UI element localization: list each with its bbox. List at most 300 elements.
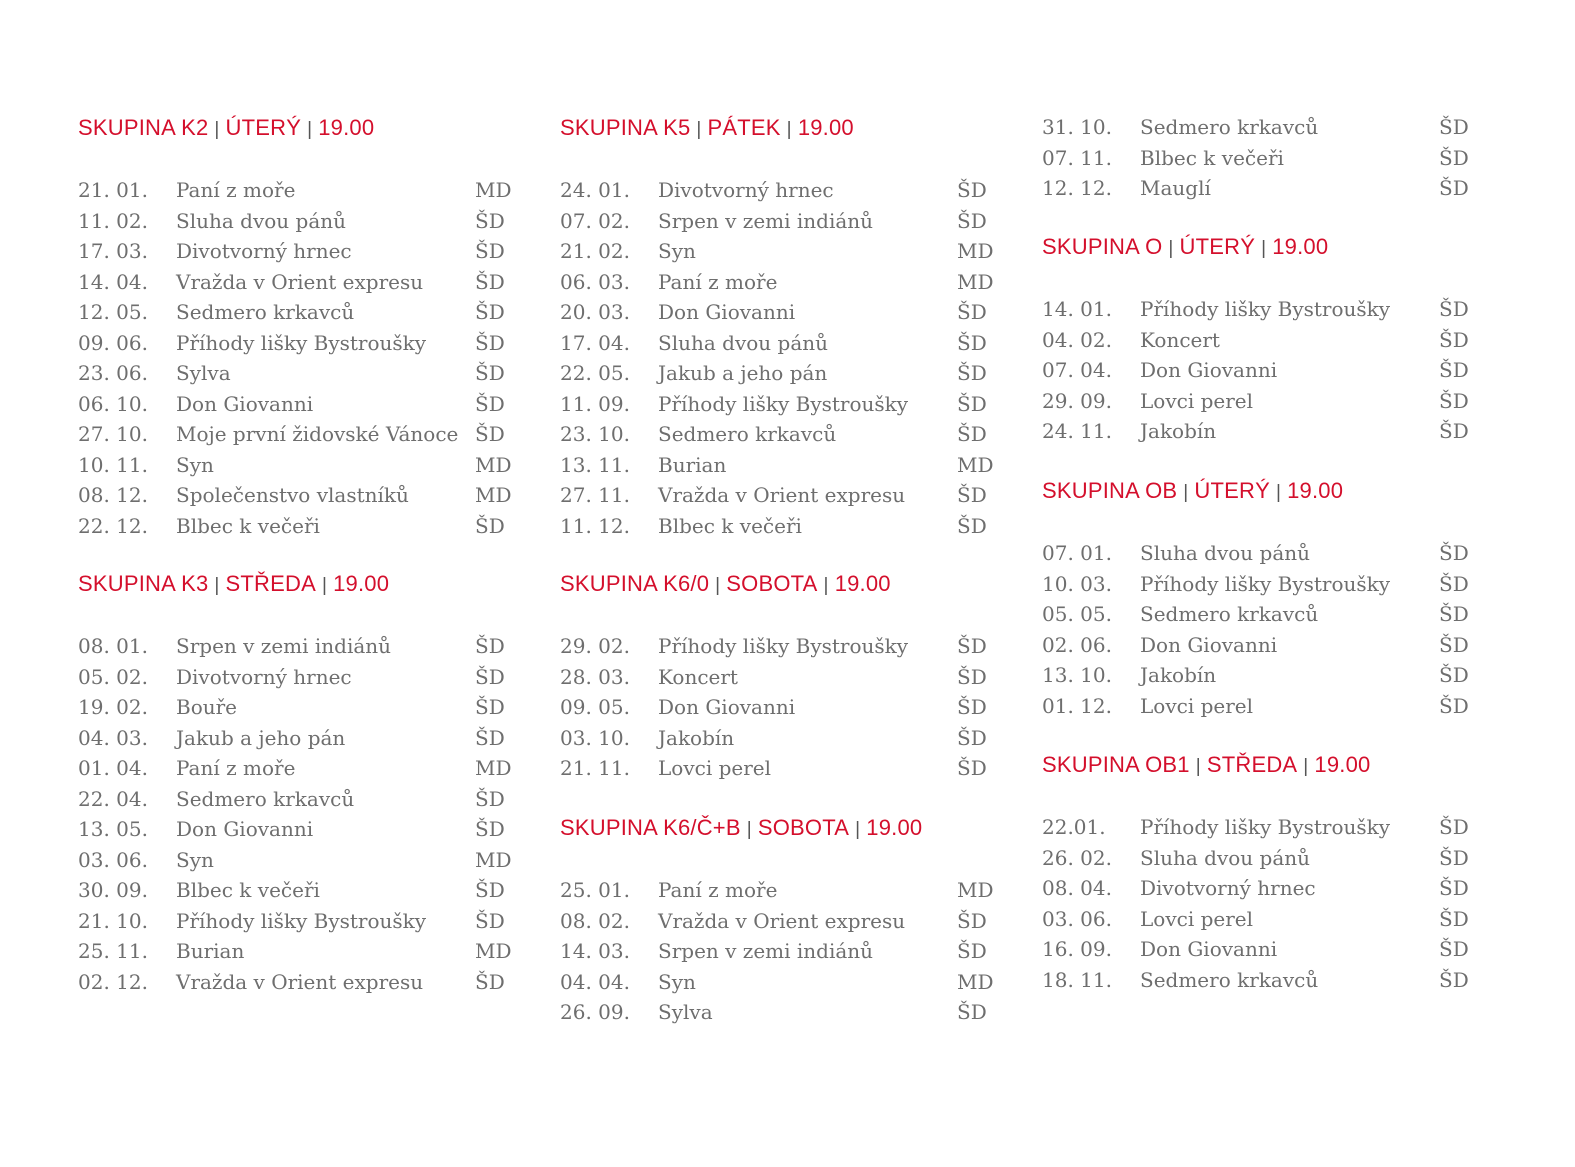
group-name: SKUPINA O (1042, 234, 1163, 259)
performance-date: 29. 09. (1042, 388, 1112, 413)
schedule-row (78, 236, 523, 267)
performance-title: Blbec k večeři (176, 878, 320, 902)
group-time: 19.00 (797, 115, 854, 140)
schedule-row (78, 906, 523, 937)
schedule-row (78, 511, 523, 542)
venue-code: MD (475, 452, 512, 477)
venue-code: MD (957, 969, 994, 994)
schedule-row (560, 297, 1005, 328)
performance-title: Lovci perel (1140, 906, 1254, 931)
performance-title: Lovci perel (1140, 388, 1254, 413)
performance-date: 19. 02. (78, 695, 148, 719)
group-continued (1042, 112, 1487, 204)
schedule-row (560, 662, 1005, 693)
performance-title: Blbec k večeři (176, 513, 320, 538)
performance-date: 17. 03. (78, 239, 148, 263)
venue-code: ŠD (957, 634, 987, 658)
performance-title: Koncert (1140, 327, 1220, 352)
schedule-row (78, 328, 523, 359)
performance-date: 16. 09. (1042, 937, 1112, 961)
venue-code: ŠD (1439, 967, 1469, 992)
venue-code: ŠD (475, 969, 505, 994)
performance-title: Sluha dvou pánů (1140, 845, 1311, 870)
group-heading: SKUPINA K5 | PÁTEK | 19.00 (560, 115, 854, 140)
performance-title: Sluha dvou pánů (176, 208, 347, 233)
schedule-row (560, 358, 1005, 389)
performance-title: Don Giovanni (1140, 937, 1278, 961)
performance-title: Burian (658, 452, 727, 477)
schedule-row (1042, 173, 1487, 204)
performance-date: 04. 02. (1042, 327, 1112, 352)
performance-title: Lovci perel (1140, 693, 1254, 718)
venue-code: ŠD (1439, 845, 1469, 870)
group-heading: SKUPINA OB1 | STŘEDA | 19.00 (1042, 752, 1371, 777)
schedule-row (1042, 873, 1487, 904)
performance-title: Srpen v zemi indiánů (658, 939, 874, 963)
schedule-row (78, 297, 523, 328)
venue-code: ŠD (1439, 906, 1469, 931)
schedule-row (1042, 294, 1487, 325)
venue-code: ŠD (957, 1000, 987, 1024)
schedule-row (560, 450, 1005, 481)
group-name: SKUPINA OB1 (1042, 752, 1190, 777)
performance-date: 22. 04. (78, 786, 148, 811)
group-day: SOBOTA (757, 815, 850, 840)
performance-date: 01. 04. (78, 756, 148, 780)
schedule-row (560, 175, 1005, 206)
schedule-row (560, 267, 1005, 298)
performance-date: 20. 03. (560, 300, 630, 324)
group-name: SKUPINA OB (1042, 478, 1178, 503)
schedule-row (560, 389, 1005, 420)
venue-code: ŠD (1439, 571, 1469, 596)
group-time: 19.00 (866, 815, 923, 840)
venue-code: MD (957, 269, 994, 294)
performance-date: 27. 10. (78, 422, 148, 446)
venue-code: ŠD (957, 422, 987, 446)
performance-date: 25. 01. (560, 878, 630, 902)
schedule-row (78, 175, 523, 206)
performance-date: 11. 09. (560, 391, 630, 416)
performance-title: Paní z moře (658, 269, 778, 294)
venue-code: ŠD (957, 178, 987, 202)
venue-code: ŠD (475, 239, 505, 263)
schedule-row (1042, 325, 1487, 356)
venue-code: ŠD (957, 483, 987, 507)
performance-date: 10. 11. (78, 452, 148, 477)
group-day: ÚTERÝ (1179, 234, 1256, 259)
group-time: 19.00 (333, 571, 390, 596)
schedule-row (78, 845, 523, 876)
performance-title: Don Giovanni (1140, 632, 1278, 657)
performance-title: Jakobín (658, 725, 735, 750)
performance-title: Paní z moře (658, 878, 778, 902)
venue-code: ŠD (475, 269, 505, 294)
group-heading: SKUPINA K6/0 | SOBOTA | 19.00 (560, 571, 891, 596)
performance-title: Bouře (176, 695, 238, 719)
performance-title: Vražda v Orient expresu (658, 483, 906, 507)
schedule-row (78, 206, 523, 237)
venue-code: ŠD (1439, 632, 1469, 657)
venue-code: ŠD (475, 634, 505, 658)
performance-date: 17. 04. (560, 330, 630, 355)
performance-date: 13. 10. (1042, 663, 1112, 687)
schedule-row (1042, 355, 1487, 386)
group-heading: SKUPINA O | ÚTERÝ | 19.00 (1042, 234, 1329, 259)
schedule-row (560, 206, 1005, 237)
group-name: SKUPINA K2 (78, 115, 209, 140)
venue-code: ŠD (957, 725, 987, 750)
venue-code: ŠD (957, 300, 987, 324)
venue-code: ŠD (1439, 937, 1469, 961)
venue-code: ŠD (1439, 663, 1469, 687)
venue-code: ŠD (1439, 541, 1469, 565)
performance-date: 14. 01. (1042, 297, 1112, 321)
venue-code: ŠD (957, 664, 987, 689)
performance-title: Jakub a jeho pán (658, 361, 828, 385)
performance-date: 04. 03. (78, 725, 148, 750)
venue-code: ŠD (475, 361, 505, 385)
venue-code: MD (475, 178, 512, 202)
performance-title: Sylva (176, 361, 231, 385)
performance-title: Don Giovanni (176, 817, 314, 841)
group-day: ÚTERÝ (1194, 478, 1270, 503)
venue-code: ŠD (957, 908, 987, 933)
venue-code: ŠD (1439, 327, 1469, 352)
schedule-row (1042, 143, 1487, 174)
schedule-row (1042, 569, 1487, 600)
performance-date: 22.01. (1042, 815, 1106, 839)
performance-title: Sedmero krkavců (176, 786, 355, 811)
performance-date: 08. 01. (78, 634, 148, 658)
venue-code: MD (957, 452, 994, 477)
schedule-row (1042, 904, 1487, 935)
performance-date: 05. 02. (78, 664, 148, 689)
group-time: 19.00 (318, 115, 375, 140)
schedule-row (78, 723, 523, 754)
performance-date: 18. 11. (1042, 967, 1112, 992)
performance-date: 12. 05. (78, 300, 148, 324)
performance-title: Příhody lišky Bystroušky (658, 391, 909, 416)
performance-date: 07. 02. (560, 208, 630, 233)
group-name: SKUPINA K3 (78, 571, 209, 596)
venue-code: ŠD (957, 330, 987, 355)
schedule-list (560, 631, 1005, 784)
schedule-row (78, 389, 523, 420)
venue-code: ŠD (957, 391, 987, 416)
performance-date: 07. 11. (1042, 145, 1112, 170)
performance-date: 30. 09. (78, 878, 148, 902)
performance-title: Divotvorný hrnec (176, 664, 352, 689)
performance-title: Divotvorný hrnec (658, 178, 834, 202)
performance-title: Příhody lišky Bystroušky (658, 634, 909, 658)
performance-date: 10. 03. (1042, 571, 1112, 596)
group-time: 19.00 (1287, 478, 1344, 503)
venue-code: ŠD (475, 878, 505, 902)
performance-title: Srpen v zemi indiánů (658, 208, 874, 233)
schedule-row (1042, 630, 1487, 661)
group-k6-cb (560, 813, 1005, 1028)
performance-date: 07. 01. (1042, 541, 1112, 565)
performance-title: Sedmero krkavců (1140, 602, 1319, 626)
venue-code: ŠD (1439, 419, 1469, 443)
schedule-row (1042, 112, 1487, 143)
venue-code: MD (475, 483, 512, 507)
schedule-row (78, 753, 523, 784)
performance-date: 01. 12. (1042, 693, 1112, 718)
venue-code: ŠD (1439, 693, 1469, 718)
performance-date: 23. 10. (560, 422, 630, 446)
group-day: STŘEDA (1206, 752, 1298, 777)
performance-title: Divotvorný hrnec (176, 239, 352, 263)
performance-date: 29. 02. (560, 634, 630, 658)
performance-title: Vražda v Orient expresu (176, 969, 424, 994)
schedule-row (78, 692, 523, 723)
schedule-row (1042, 386, 1487, 417)
venue-code: ŠD (475, 664, 505, 689)
venue-code: ŠD (1439, 145, 1469, 170)
performance-date: 03. 06. (78, 847, 148, 872)
schedule-row (78, 480, 523, 511)
schedule-row (78, 631, 523, 662)
venue-code: ŠD (475, 422, 505, 446)
group-day: ÚTERÝ (225, 115, 302, 140)
performance-title: Příhody lišky Bystroušky (1140, 571, 1391, 596)
performance-title: Don Giovanni (1140, 358, 1278, 382)
schedule-row (1042, 843, 1487, 874)
group-ob1 (1042, 750, 1487, 995)
performance-date: 03. 10. (560, 725, 630, 750)
venue-code: ŠD (1439, 876, 1469, 900)
venue-code: ŠD (475, 725, 505, 750)
venue-code: MD (475, 939, 512, 963)
schedule-list (560, 175, 1005, 541)
group-heading: SKUPINA OB | ÚTERÝ | 19.00 (1042, 478, 1344, 503)
performance-title: Paní z moře (176, 178, 296, 202)
performance-title: Don Giovanni (658, 695, 796, 719)
schedule-row (78, 814, 523, 845)
schedule-list (78, 631, 523, 997)
performance-title: Syn (176, 452, 214, 477)
group-ob (1042, 476, 1487, 721)
group-time: 19.00 (1272, 234, 1329, 259)
schedule-row (1042, 538, 1487, 569)
schedule-row (1042, 965, 1487, 996)
performance-title: Vražda v Orient expresu (176, 269, 424, 294)
performance-date: 24. 11. (1042, 419, 1112, 443)
performance-date: 04. 04. (560, 969, 630, 994)
performance-date: 09. 05. (560, 695, 630, 719)
venue-code: ŠD (475, 391, 505, 416)
venue-code: ŠD (957, 695, 987, 719)
venue-code: MD (475, 756, 512, 780)
schedule-row (560, 480, 1005, 511)
group-name: SKUPINA K5 (560, 115, 691, 140)
schedule-row (1042, 691, 1487, 722)
venue-code: ŠD (475, 208, 505, 233)
performance-title: Syn (658, 239, 696, 263)
performance-title: Příhody lišky Bystroušky (1140, 815, 1391, 839)
venue-code: ŠD (957, 939, 987, 963)
schedule-list (1042, 812, 1487, 995)
performance-date: 06. 03. (560, 269, 630, 294)
group-day: SOBOTA (726, 571, 818, 596)
group-heading: SKUPINA K6/Č+B | SOBOTA | 19.00 (560, 815, 923, 840)
performance-date: 08. 04. (1042, 876, 1112, 900)
schedule-row (560, 723, 1005, 754)
schedule-row (560, 236, 1005, 267)
venue-code: ŠD (475, 786, 505, 811)
schedule-list (1042, 112, 1487, 204)
performance-date: 02. 06. (1042, 632, 1112, 657)
venue-code: MD (957, 878, 994, 902)
venue-code: ŠD (475, 817, 505, 841)
group-name: SKUPINA K6/Č+B (560, 815, 741, 840)
performance-title: Jakub a jeho pán (176, 725, 346, 750)
performance-date: 13. 05. (78, 817, 148, 841)
performance-title: Sluha dvou pánů (658, 330, 829, 355)
venue-code: ŠD (957, 756, 987, 780)
group-heading: SKUPINA K3 | STŘEDA | 19.00 (78, 571, 390, 596)
schedule-row (78, 875, 523, 906)
schedule-list (78, 175, 523, 541)
schedule-row (78, 358, 523, 389)
schedule-row (78, 662, 523, 693)
performance-title: Příhody lišky Bystroušky (1140, 297, 1391, 321)
group-time: 19.00 (834, 571, 891, 596)
schedule-row (1042, 599, 1487, 630)
performance-date: 28. 03. (560, 664, 630, 689)
performance-date: 26. 09. (560, 1000, 630, 1024)
performance-title: Moje první židovské Vánoce (176, 422, 459, 446)
performance-title: Vražda v Orient expresu (658, 908, 906, 933)
performance-title: Sylva (658, 1000, 713, 1024)
performance-date: 08. 12. (78, 483, 148, 507)
venue-code: ŠD (1439, 602, 1469, 626)
performance-title: Paní z moře (176, 756, 296, 780)
group-name: SKUPINA K6/0 (560, 571, 710, 596)
schedule-row (560, 631, 1005, 662)
performance-title: Don Giovanni (176, 391, 314, 416)
performance-date: 09. 06. (78, 330, 148, 355)
schedule-row (560, 875, 1005, 906)
performance-title: Mauglí (1140, 176, 1211, 200)
venue-code: ŠD (957, 361, 987, 385)
venue-code: MD (957, 239, 994, 263)
venue-code: ŠD (1439, 358, 1469, 382)
schedule-row (1042, 812, 1487, 843)
performance-title: Syn (176, 847, 214, 872)
venue-code: MD (475, 847, 512, 872)
performance-date: 22. 05. (560, 361, 630, 385)
performance-date: 14. 04. (78, 269, 148, 294)
performance-title: Jakobín (1140, 419, 1217, 443)
schedule-row (560, 328, 1005, 359)
schedule-row (78, 267, 523, 298)
schedule-row (1042, 416, 1487, 447)
schedule-row (560, 906, 1005, 937)
group-k3 (78, 569, 523, 997)
group-time: 19.00 (1314, 752, 1371, 777)
performance-title: Lovci perel (658, 756, 772, 780)
performance-date: 25. 11. (78, 939, 148, 963)
venue-code: ŠD (475, 908, 505, 933)
performance-date: 05. 05. (1042, 602, 1112, 626)
performance-title: Sluha dvou pánů (1140, 541, 1311, 565)
performance-title: Burian (176, 939, 245, 963)
performance-date: 12. 12. (1042, 176, 1112, 200)
schedule-row (78, 967, 523, 998)
performance-date: 11. 12. (560, 513, 630, 538)
group-k6-0 (560, 569, 1005, 784)
performance-date: 23. 06. (78, 361, 148, 385)
performance-date: 26. 02. (1042, 845, 1112, 870)
schedule-row (78, 419, 523, 450)
performance-date: 06. 10. (78, 391, 148, 416)
schedule-row (560, 753, 1005, 784)
venue-code: ŠD (475, 300, 505, 324)
performance-title: Společenstvo vlastníků (176, 483, 409, 507)
performance-title: Syn (658, 969, 696, 994)
schedule-list (560, 875, 1005, 1028)
group-heading: SKUPINA K2 | ÚTERÝ | 19.00 (78, 115, 375, 140)
venue-code: ŠD (475, 330, 505, 355)
performance-title: Divotvorný hrnec (1140, 876, 1316, 900)
performance-date: 14. 03. (560, 939, 630, 963)
performance-date: 07. 04. (1042, 358, 1112, 382)
venue-code: ŠD (1439, 388, 1469, 413)
group-k5 (560, 113, 1005, 541)
performance-date: 13. 11. (560, 452, 630, 477)
venue-code: ŠD (1439, 115, 1469, 139)
performance-title: Jakobín (1140, 663, 1217, 687)
performance-date: 02. 12. (78, 969, 148, 994)
schedule-list (1042, 294, 1487, 447)
schedule-row (78, 936, 523, 967)
performance-date: 21. 01. (78, 178, 148, 202)
venue-code: ŠD (957, 513, 987, 538)
venue-code: ŠD (475, 695, 505, 719)
schedule-row (78, 784, 523, 815)
venue-code: ŠD (1439, 297, 1469, 321)
schedule-row (560, 997, 1005, 1028)
group-o (1042, 232, 1487, 447)
venue-code: ŠD (475, 513, 505, 538)
performance-title: Příhody lišky Bystroušky (176, 908, 427, 933)
performance-title: Koncert (658, 664, 738, 689)
performance-date: 22. 12. (78, 513, 148, 538)
venue-code: ŠD (1439, 176, 1469, 200)
venue-code: ŠD (1439, 815, 1469, 839)
performance-date: 08. 02. (560, 908, 630, 933)
performance-date: 31. 10. (1042, 115, 1112, 139)
performance-date: 21. 02. (560, 239, 630, 263)
group-day: STŘEDA (225, 571, 316, 596)
performance-title: Blbec k večeři (658, 513, 802, 538)
performance-title: Don Giovanni (658, 300, 796, 324)
schedule-row (560, 936, 1005, 967)
performance-date: 21. 11. (560, 756, 630, 780)
performance-title: Srpen v zemi indiánů (176, 634, 392, 658)
performance-title: Sedmero krkavců (1140, 967, 1319, 992)
schedule-list (1042, 538, 1487, 721)
performance-date: 11. 02. (78, 208, 148, 233)
schedule-row (78, 450, 523, 481)
schedule-row (560, 419, 1005, 450)
schedule-row (560, 692, 1005, 723)
performance-date: 24. 01. (560, 178, 630, 202)
schedule-row (1042, 660, 1487, 691)
